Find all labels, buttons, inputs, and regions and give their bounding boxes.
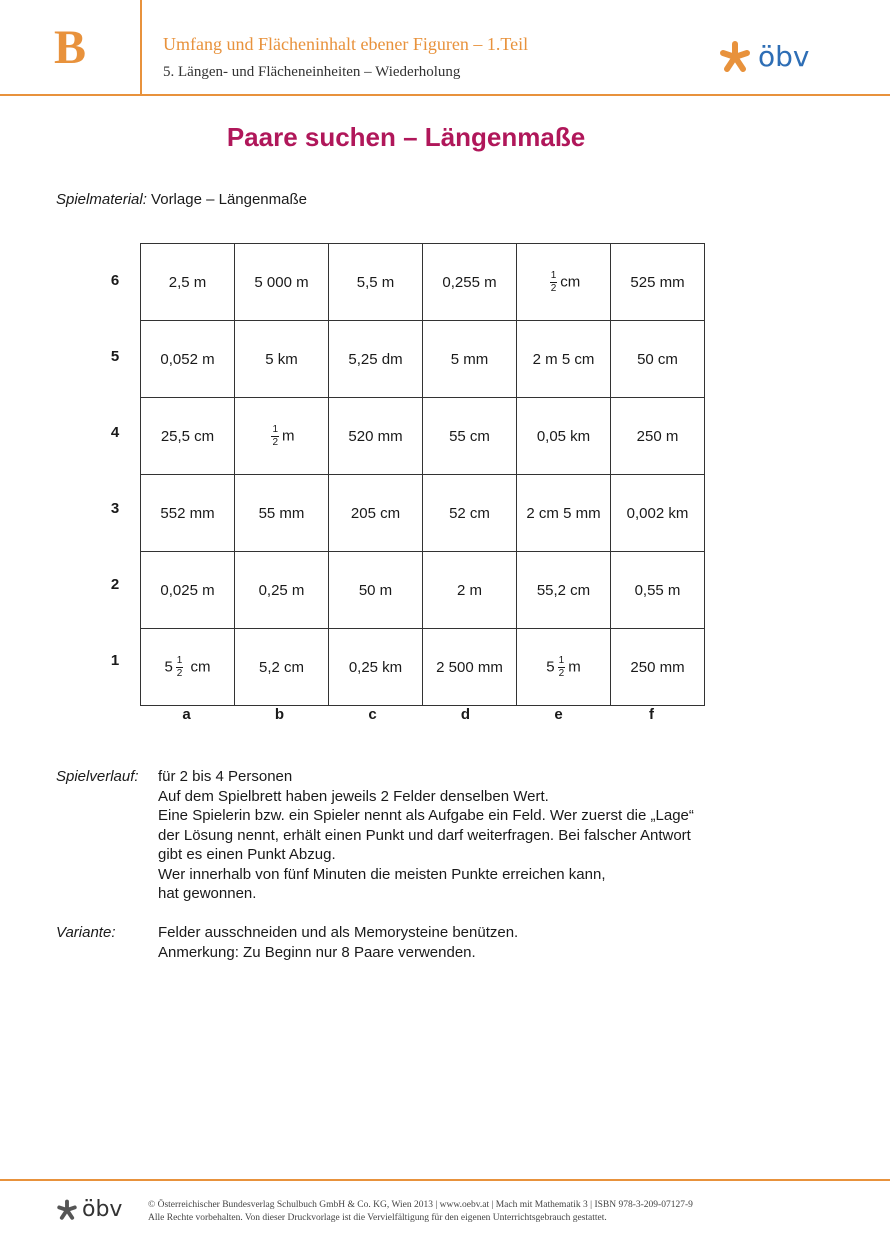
cell-fraction: [271, 425, 279, 448]
cell-value: 55 mm: [258, 504, 305, 522]
board-cell: [423, 475, 517, 552]
board-cell: [423, 398, 517, 475]
cell-value: 520 mm: [348, 427, 403, 445]
text-line: der Lösung nennt, erhält einen Punkt und darf weiterfragen. Bei falscher Antwort: [158, 826, 691, 844]
text-line: Anmerkung: Zu Beginn nur 8 Paare verwenden.: [158, 943, 476, 961]
board-cell: [235, 244, 329, 321]
board-cell: [517, 398, 611, 475]
header-subtitle: 5. Längen- und Flächeneinheiten – Wiederholung: [163, 64, 461, 80]
board-cell: [611, 398, 705, 475]
board-cell: [329, 244, 423, 321]
cell-value: 205 cm: [350, 504, 401, 522]
cell-value: 0,25 km: [348, 658, 403, 676]
cell-value: 525 mm: [630, 273, 685, 291]
board-row: [141, 629, 705, 706]
footer-logo-text: öbv: [82, 1197, 123, 1222]
cell-value: 0,052 m: [160, 350, 215, 368]
cell-unit: cm: [560, 272, 581, 290]
fraction-numerator: 1: [550, 269, 557, 281]
cell-value: 25,5 cm: [160, 427, 215, 445]
board-cell: [235, 475, 329, 552]
cell-whole: 5: [164, 657, 173, 675]
cell-fraction: [176, 656, 184, 679]
cell-value: 50 cm: [637, 350, 678, 368]
row-label: 6: [110, 272, 120, 289]
obv-logo: [718, 40, 809, 74]
material-value: Vorlage – Längenmaße: [151, 191, 307, 208]
footer-star-icon: [56, 1199, 78, 1221]
board-cell: [329, 475, 423, 552]
board-row: [141, 552, 705, 629]
cell-value: 0,255 m: [442, 273, 497, 291]
column-label: d: [460, 706, 471, 723]
board-row: [141, 321, 705, 398]
cell-value: 5,5 m: [356, 273, 395, 291]
board-row: [141, 244, 705, 321]
cell-value: 0,55 m: [634, 581, 681, 599]
board-cell: [141, 321, 235, 398]
board-cell: [517, 321, 611, 398]
text-line: Auf dem Spielbrett haben jeweils 2 Felder denselben Wert.: [158, 787, 549, 805]
column-label: b: [274, 706, 285, 723]
cell-value: 5,2 cm: [258, 658, 304, 676]
column-label: a: [182, 706, 191, 723]
text-line: Eine Spielerin bzw. ein Spieler nennt als Aufgabe ein Feld. Wer zuerst die „Lage“: [158, 807, 694, 824]
cell-value: 0,25 m: [258, 581, 305, 599]
cell-value: 5 mm: [450, 350, 489, 368]
variante-text: [158, 923, 798, 962]
board-cell: [517, 475, 611, 552]
game-board: [140, 243, 705, 706]
column-label: c: [368, 706, 377, 723]
cell-value: 50 m: [358, 581, 393, 599]
material-line: [56, 191, 307, 208]
text-line: Felder ausschneiden und als Memorysteine benützen.: [158, 924, 519, 941]
board-cell: [423, 244, 517, 321]
cell-value: 2 500 mm: [436, 658, 503, 676]
footer-rights: Alle Rechte vorbehalten. Von dieser Druckvorlage ist die Vervielfältigung für den eigenen Unterrichtsgebrauch gestattet.: [148, 1213, 607, 1223]
board-cell: [141, 629, 235, 706]
row-label: 4: [110, 424, 120, 441]
cell-value: 2 m: [456, 581, 482, 599]
cell-value: 250 m: [636, 427, 679, 445]
cell-value: 0,002 km: [626, 504, 689, 522]
cell-value: 250 mm: [630, 658, 685, 676]
obv-star-icon: [718, 40, 752, 74]
board-cell: [141, 475, 235, 552]
cell-value: 0,025 m: [160, 581, 215, 599]
text-line: gibt es einen Punkt Abzug.: [158, 846, 336, 863]
cell-fraction: [550, 271, 558, 294]
board-cell: [423, 552, 517, 629]
cell-value: 5 000 m: [254, 273, 309, 291]
footer-copyright: © Österreichischer Bundesverlag Schulbuch GmbH & Co. KG, Wien 2013 | www.oebv.at | Mach mit Mathematik 3 | ISBN 978-3-209-07127-9: [148, 1200, 693, 1210]
cell-value: 52 cm: [449, 504, 490, 522]
cell-value: 2,5 m: [168, 273, 207, 291]
row-label: 1: [110, 652, 120, 669]
board-cell: [611, 552, 705, 629]
variante-label: Variante:: [56, 924, 116, 941]
fraction-denominator: 2: [558, 667, 565, 679]
board-cell: [141, 398, 235, 475]
board-cell: [329, 552, 423, 629]
cell-unit: m: [282, 426, 295, 444]
cell-value: 552 mm: [160, 504, 215, 522]
header-title: Umfang und Flächeninhalt ebener Figuren – 1.Teil: [163, 34, 529, 54]
board-cell: [329, 629, 423, 706]
board-cell: [141, 244, 235, 321]
fraction-denominator: 2: [272, 436, 279, 448]
board-row: [141, 398, 705, 475]
fraction-denominator: 2: [550, 282, 557, 294]
cell-whole: 5: [546, 657, 555, 675]
board-row: [141, 475, 705, 552]
board-cell: [611, 629, 705, 706]
cell-unit: cm: [186, 657, 211, 675]
text-line: für 2 bis 4 Personen: [158, 768, 293, 785]
board-cell: [235, 629, 329, 706]
cell-value: 2 m 5 cm: [532, 350, 595, 368]
row-label: 3: [110, 500, 120, 517]
board-cell: [611, 244, 705, 321]
board-cell: [235, 552, 329, 629]
board-cell: [517, 552, 611, 629]
fraction-denominator: 2: [176, 667, 183, 679]
material-label: Spielmaterial:: [56, 191, 147, 208]
page-header: [0, 0, 890, 96]
spielverlauf-label: Spielverlauf:: [56, 768, 139, 785]
board-cell: [423, 629, 517, 706]
text-line: hat gewonnen.: [158, 885, 257, 902]
footer-divider: [0, 1179, 890, 1181]
cell-fraction: [558, 656, 566, 679]
column-label: f: [649, 706, 654, 723]
fraction-numerator: 1: [176, 654, 183, 666]
board-cell: [235, 321, 329, 398]
row-label: 2: [110, 576, 120, 593]
board-cell: [329, 321, 423, 398]
cell-value: 0,05 km: [536, 427, 591, 445]
footer-logo: [56, 1199, 122, 1221]
column-label: e: [554, 706, 563, 723]
cell-value: 2 cm 5 mm: [526, 504, 601, 522]
board-cell: [517, 629, 611, 706]
cell-value: 55 cm: [449, 427, 490, 445]
cell-value: 5,25 dm: [348, 350, 403, 368]
chapter-letter: B: [0, 0, 142, 94]
cell-value: 55,2 cm: [536, 581, 591, 599]
text-line: Wer innerhalb von fünf Minuten die meisten Punkte erreichen kann,: [158, 865, 606, 883]
board-cell: [329, 398, 423, 475]
board-cell: [423, 321, 517, 398]
board-cell: [235, 398, 329, 475]
board-cell: [611, 475, 705, 552]
board-cell: [611, 321, 705, 398]
footer-text: [148, 1199, 693, 1225]
obv-logo-text: öbv: [758, 40, 810, 73]
row-label: 5: [110, 348, 120, 365]
cell-value: 5 km: [265, 350, 298, 368]
board-cell: [141, 552, 235, 629]
board-cell: [517, 244, 611, 321]
fraction-numerator: 1: [272, 423, 279, 435]
cell-unit: m: [568, 657, 581, 675]
fraction-numerator: 1: [558, 654, 565, 666]
page-title: Paare suchen – Längenmaße: [226, 122, 586, 152]
spielverlauf-text: [158, 767, 798, 904]
